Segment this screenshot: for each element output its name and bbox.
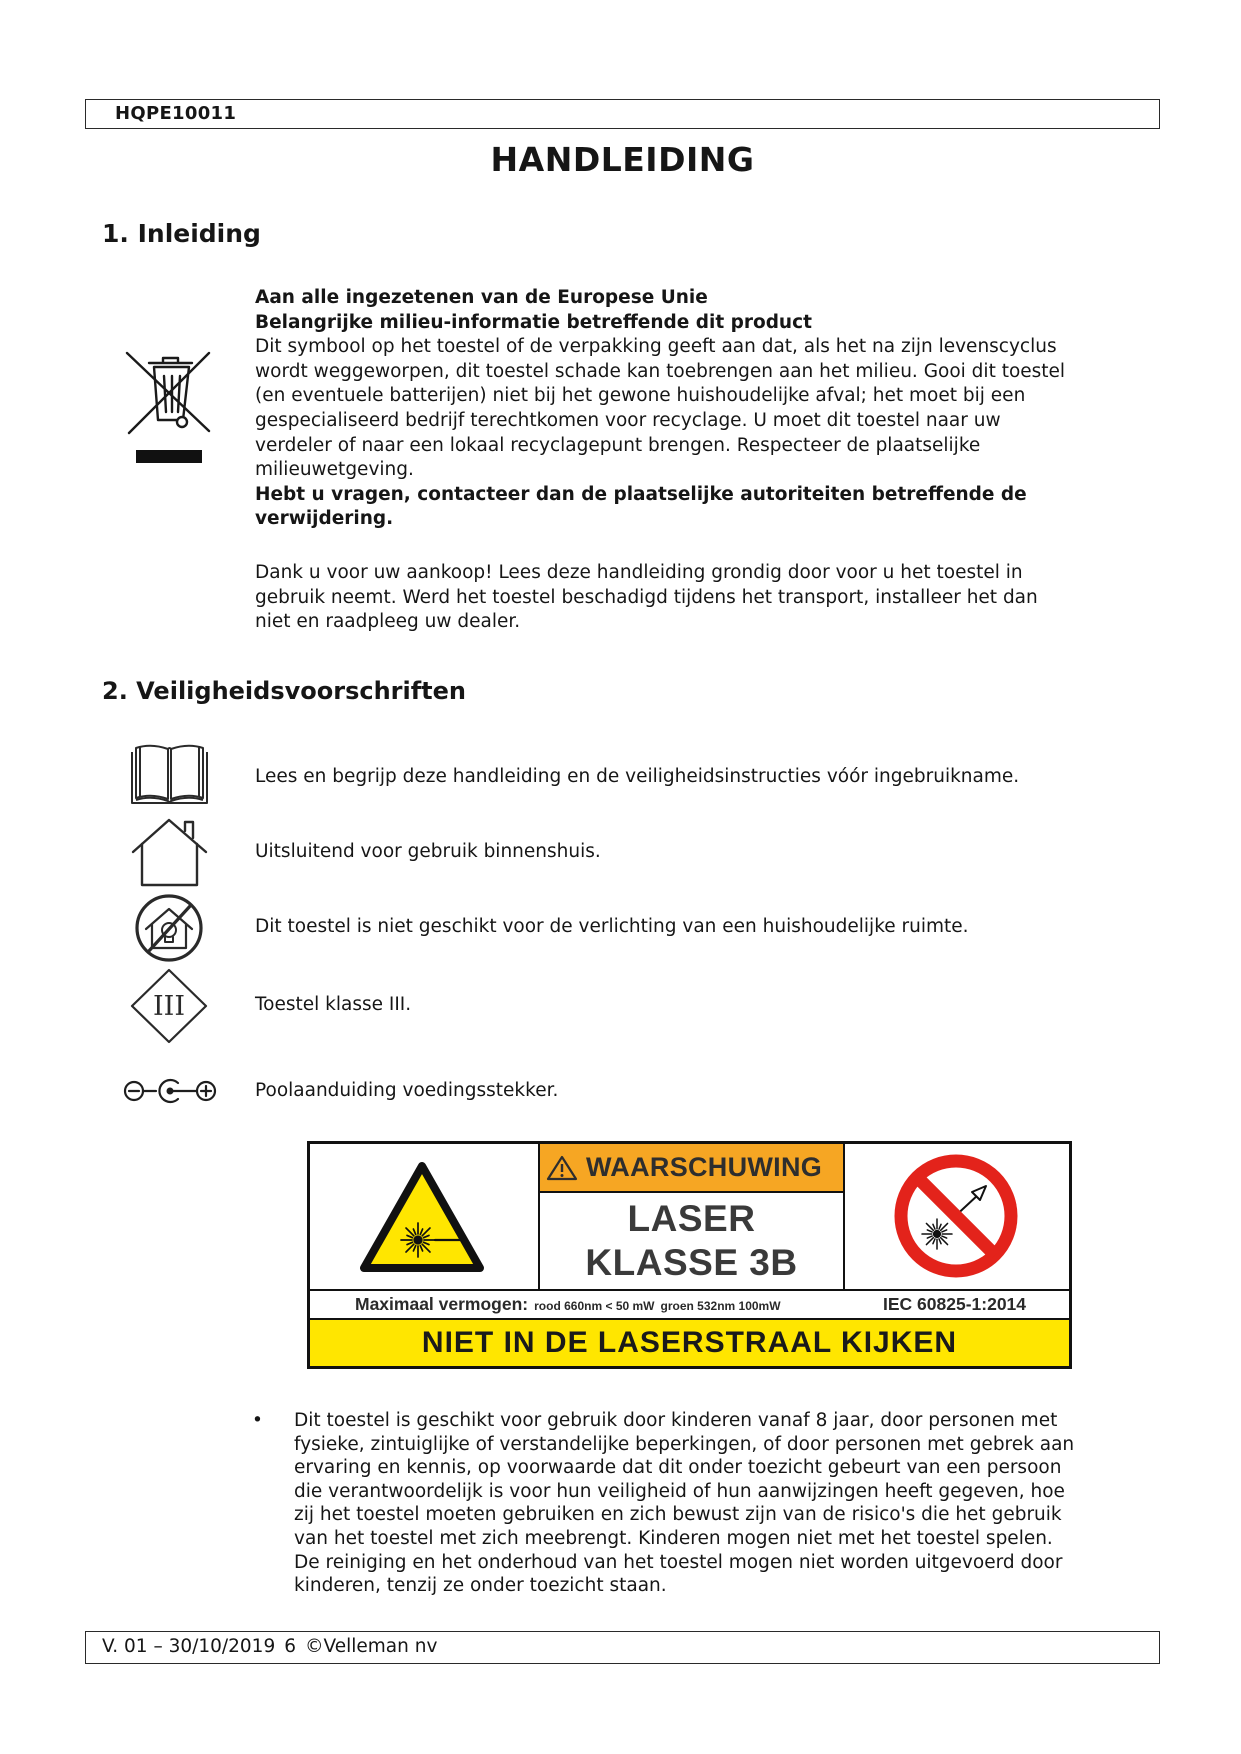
- notice-line: (en eventuele batterijen) niet bij het gewone huishoudelijke afval; het moet bij een: [255, 385, 1026, 407]
- notice-line: wordt weggeworpen, dit toestel schade kan toebrengen aan het milieu. Gooi dit toestel: [255, 360, 1066, 382]
- max-power: [355, 1291, 781, 1320]
- polarity-icon: [123, 1075, 217, 1107]
- bullet-line: Dit toestel is geschikt voor gebruik door kinderen vanaf 8 jaar, door personen met: [294, 1410, 1058, 1431]
- bullet-line: kinderen, tenzij ze onder toezicht staan.: [294, 1575, 667, 1597]
- not-for-household-lighting-icon: [129, 892, 210, 964]
- laser-line: LASER: [627, 1198, 756, 1239]
- bullet-icon: •: [252, 1410, 263, 1431]
- paragraph-line: Dank u voor uw aankoop! Lees deze handleiding grondig door voor u het toestel in: [255, 562, 1023, 583]
- power-green: groen 532nm 100mW: [660, 1299, 781, 1313]
- power-red: rood 660nm < 50 mW: [534, 1299, 655, 1313]
- label-prohibition-cell: [845, 1144, 1069, 1289]
- class-iii-icon: [129, 967, 210, 1045]
- footer-text: [102, 1632, 437, 1662]
- laser-class-line: KLASSE 3B: [585, 1242, 798, 1283]
- notice-line: milieuwetgeving.: [255, 459, 414, 481]
- header-box: [85, 99, 1160, 129]
- read-manual-icon: [129, 742, 210, 806]
- paragraph-line: niet en raadpleeg uw dealer.: [255, 611, 521, 633]
- do-not-stare-banner: NIET IN DE LASERSTRAAL KIJKEN: [310, 1320, 1069, 1366]
- symbol-text-polarity: Poolaanduiding voedingsstekker.: [255, 1080, 559, 1101]
- max-power-label: Maximaal vermogen:: [355, 1294, 529, 1314]
- symbol-text-class: Toestel klasse III.: [255, 994, 412, 1015]
- do-not-look-prohibition-icon: [845, 1144, 1069, 1289]
- bullet-line: zij het toestel moeten gebruiken en zich bewust zijn van de risico's die het gebruik: [294, 1504, 1062, 1526]
- iec-standard: IEC 60825-1:2014: [883, 1294, 1027, 1314]
- weee-notice: [255, 286, 1065, 532]
- notice-line: Dit symbool op het toestel of de verpakking geeft aan dat, als het na zijn levenscyclus: [255, 336, 1057, 358]
- symbol-text-indoor: Uitsluitend voor gebruik binnenshuis.: [255, 841, 601, 862]
- notice-line: Belangrijke milieu-informatie betreffende dit product: [255, 311, 812, 333]
- footer-box: [85, 1631, 1160, 1664]
- label-top-row: [310, 1144, 1069, 1289]
- label-hazard-cell: [310, 1144, 538, 1289]
- footer-page-number: 6: [284, 1636, 296, 1657]
- symbol-text-lighting: Dit toestel is niet geschikt voor de verlichting van een huishoudelijke ruimte.: [255, 916, 969, 937]
- bullet-item: [294, 1409, 1074, 1598]
- section-heading-safety: 2. Veiligheidsvoorschriften: [102, 677, 467, 705]
- class-iii-glyph: III: [153, 991, 185, 1022]
- warning-word: WAARSCHUWING: [586, 1152, 823, 1182]
- notice-line: verwijdering.: [255, 508, 394, 530]
- warning-triangle-icon: [546, 1154, 578, 1182]
- symbol-text-manual: Lees en begrijp deze handleiding en de veiligheidsinstructies vóór ingebruikname.: [255, 766, 1020, 787]
- bullet-line: ervaring en kennis, op voorwaarde dat dit onder toezicht gebeurt van een persoon: [294, 1457, 1062, 1479]
- paragraph-line: gebruik neemt. Werd het toestel beschadigd tijdens het transport, installeer het dan: [255, 586, 1038, 608]
- notice-line: Hebt u vragen, contacteer dan de plaatselijke autoriteiten betreffende de: [255, 483, 1027, 505]
- footer-version: V. 01 – 30/10/2019: [102, 1636, 276, 1657]
- notice-line: gespecialiseerd bedrijf terechtkomen voor recyclage. U moet dit toestel naar uw: [255, 409, 1001, 431]
- footer-copyright: ©Velleman nv: [305, 1636, 438, 1657]
- bullet-line: die verantwoordelijk is voor hun veiligheid of hun aanwijzingen heeft gegeven, hoe: [294, 1480, 1065, 1502]
- label-power-row: [310, 1289, 1069, 1320]
- bullet-line: De reiniging en het onderhoud van het toestel mogen niet worden uitgevoerd door: [294, 1551, 1063, 1573]
- model-number: HQPE10011: [115, 103, 237, 124]
- notice-line: Aan alle ingezetenen van de Europese Unie: [255, 287, 708, 308]
- label-text-cell: [538, 1144, 845, 1289]
- bullet-line: fysieke, zintuiglijke of verstandelijke beperkingen, of door personen met gebrek aan: [294, 1433, 1075, 1455]
- section-heading-intro: 1. Inleiding: [102, 219, 261, 248]
- laser-hazard-triangle-icon: [310, 1144, 538, 1289]
- laser-warning-label: [307, 1141, 1072, 1369]
- page-title: HANDLEIDING: [490, 140, 755, 179]
- thanks-paragraph: [255, 561, 1038, 635]
- indoor-use-only-icon: [129, 816, 210, 888]
- notice-line: verdeler of naar een lokaal recyclagepunt brengen. Respecteer de plaatselijke: [255, 434, 981, 456]
- crossed-wheelie-bin-icon: [120, 350, 216, 468]
- bullet-line: van het toestel met zich meebrengt. Kinderen mogen niet met het toestel spelen.: [294, 1527, 1053, 1549]
- warning-header: [540, 1144, 843, 1193]
